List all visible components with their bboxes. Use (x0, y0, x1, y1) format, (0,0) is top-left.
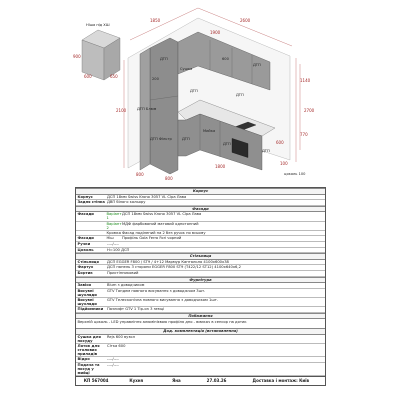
edge-value: Фасад поділений на 2 без ручок по всьому (122, 230, 206, 235)
f4-value: Пазлифт GTV 1 Tip-on 3 земці (107, 307, 165, 312)
cab-label-1: 200 (152, 77, 159, 81)
footer-bar (76, 376, 325, 385)
dim-height-total: 2700 (304, 108, 315, 113)
cab-label-8: ДТП (182, 137, 190, 141)
footer-order: КП 567004 (83, 378, 109, 384)
v2-value: МДФ фарбований матовий однотонний (122, 221, 199, 226)
cab-label-7: Мийка (203, 129, 216, 133)
f1-value: Blum з доводчиком (107, 283, 145, 288)
v1-value: ДСП 18мм Swiss Krono 3057 VL Сіра Лава (122, 212, 202, 217)
facade-extra-sub: Ніш (106, 236, 114, 241)
e4-label: Подача та посуд у мийці (77, 362, 100, 376)
facade-extra-value: Профіль Gola Ferro Fori чорний (122, 236, 182, 241)
pad-note: цоколь 100 (284, 172, 306, 176)
e1-value: Rejs 600 вузол (107, 334, 135, 339)
e3-value: ----/---- (107, 357, 119, 362)
section-notes-title: Побажання (76, 313, 325, 320)
cab-label-6: ДТП Фільтр (150, 137, 172, 141)
facade-extra-label: Фасади (77, 236, 94, 241)
spec-table (75, 187, 326, 386)
notes-value: Верхній цоколь - LED управління алюмінієвою профіля дно - вмикач в сенсор на дотик (77, 320, 247, 325)
row-facade-v2 (76, 222, 325, 231)
section-extra-title: Дод. комплектація (встановлення) (76, 328, 325, 335)
kitchen-drawing (0, 0, 400, 186)
plinth-value: Н=100 ДСП (107, 247, 130, 252)
footer-date: 27.03.26 (206, 378, 227, 384)
dim-h-band: 770 (300, 132, 308, 137)
ct1-value: ДСП EGGER F800 / ST9 / 4+12 Мармур Кантальпо 4100х600х38 (107, 259, 229, 264)
e1-label: Сушка для посуду (77, 334, 101, 343)
edge-label: Кромка (106, 230, 121, 235)
back-label: Задня стінка (77, 200, 105, 205)
f2-value: GTV Тандем повного висування з доводжчом 3шт. (107, 288, 206, 293)
cab-label-2: ДТП Блюм (137, 107, 157, 111)
section-facades-title: Фасади (76, 206, 325, 213)
cab-label-9: ДТП (223, 142, 231, 146)
handles-label: Ручки (77, 241, 91, 246)
dim-sub-right: 1900 (210, 30, 221, 35)
row-drawers-2 (76, 298, 325, 307)
f3-label: Висувні шухляди (77, 297, 97, 306)
cab-label-4: 600 (222, 57, 229, 61)
row-extra-2 (76, 344, 325, 357)
fridge-width: 600 (84, 74, 92, 79)
section-countertop-title: Стільниця (76, 253, 325, 260)
cab-label-10: ДТП (262, 149, 270, 153)
ct1-label: Стільниця (77, 259, 99, 264)
dim-w-left: 800 (136, 172, 144, 177)
dim-w-bottom: 800 (165, 176, 173, 181)
ct2-label: Фартух (77, 265, 94, 270)
tall-cabinets (140, 38, 178, 174)
korpus-label: Корпус (77, 194, 93, 199)
f4-label: Підйомники (77, 307, 104, 312)
cab-label-5: ДТП (253, 63, 261, 67)
cab-label-3: Сушка (180, 67, 193, 71)
fridge-depth: 650 (110, 74, 118, 79)
plinth-label: Цоколь (77, 247, 94, 252)
v2-label: Варіант 2 (106, 221, 122, 230)
dim-w-right: 1800 (215, 164, 226, 169)
dim-top-left: 1850 (150, 18, 161, 23)
f3-value: GTV Телескопічна повного висування з доводчиком 1шт. (107, 297, 219, 302)
dim-floor: 100 (280, 161, 288, 166)
row-drawers-1 (76, 289, 325, 298)
row-extra-1 (76, 335, 325, 344)
footer-room: Кухня (129, 378, 144, 384)
v1-label: Варіант 1 (106, 212, 122, 221)
footer-delivery: Доставка і монтаж: Київ (252, 378, 310, 384)
f2-label: Висувні шухляди (77, 288, 97, 297)
fridge-label: Ніша під ХШ (86, 23, 110, 27)
cab-label-12: ДТП (236, 93, 244, 97)
section-fittings-title: Фурнітура (76, 277, 325, 284)
dim-top-right: 2600 (240, 18, 251, 23)
row-facade-v1 (76, 212, 325, 221)
row-extra-4 (76, 363, 325, 376)
facades-label: Фасади (77, 212, 94, 217)
dim-side-depth: 600 (276, 140, 284, 145)
dim-h-tall: 2100 (116, 108, 127, 113)
cab-label-13: ДТП (160, 57, 168, 61)
ct3-label: Бортик (77, 270, 93, 275)
cab-label-11: ДТП (190, 89, 198, 93)
ct3-value: Пристінниковий (107, 270, 139, 275)
e2-label: Лоток для столових приладів (77, 344, 100, 357)
e2-value: Сітка 600 (107, 344, 126, 349)
e3-label: Відро (77, 357, 90, 362)
back-value: ДВП білого кольору (107, 200, 146, 205)
f1-label: Завіси (77, 283, 91, 288)
fridge-niche (73, 23, 120, 80)
section-korpus-title: Корпус (76, 188, 325, 195)
fridge-height: 900 (73, 54, 81, 59)
handles-value: ----/---- (107, 241, 119, 246)
korpus-value: ДСП 18мм Swiss Krono 3057 VL Сіра Лава (107, 194, 187, 199)
e4-value: ----/---- (107, 362, 119, 367)
footer-name: Яна (172, 378, 181, 384)
ct2-value: ДСП панель 3 сторони EGGER F800 ST9 (T422/12 ST12) 4100х640х6,2 (107, 265, 241, 270)
dim-h-mid: 1140 (300, 78, 311, 83)
